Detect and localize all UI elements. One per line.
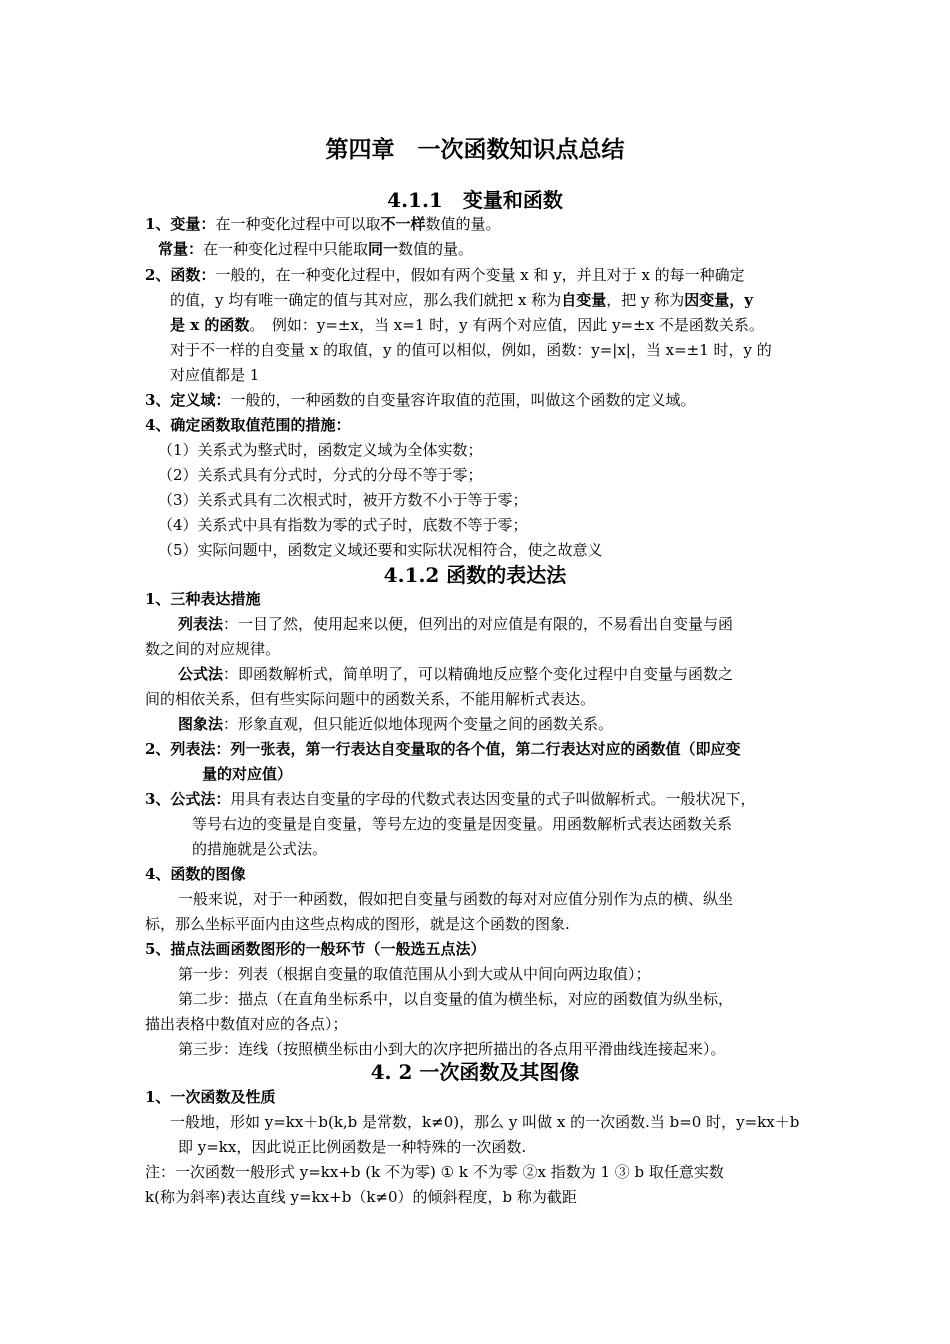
table-method-detail-line-1: 2、列表法：列一张表，第一行表达自变量取的各个值，第二行表达对应的函数值（即应变: [145, 740, 741, 758]
variable-definition: [145, 214, 500, 234]
function-definition-line-2: [170, 290, 753, 310]
text: ：即函数解析式，简单明了，可以精确地反应整个变化过程中自变量与函数之: [223, 665, 734, 683]
text: 数值的量。: [398, 240, 474, 258]
term-label: 2、函数：: [145, 266, 216, 284]
domain-method-item: （1）关系式为整式时，函数定义域为全体实数；: [158, 441, 483, 459]
term-label: 3、公式法：: [145, 790, 231, 808]
section-heading-4-1-1: 4.1.1 变量和函数: [387, 188, 563, 212]
section-heading-4-1-2: 4.1.2 函数的表达法: [383, 563, 567, 587]
function-definition-line-1: [145, 265, 745, 285]
text: ：形象直观，但只能近似地体现两个变量之间的函数关系。: [223, 715, 614, 733]
text: 一般的，一种函数的自变量容许取值的范围，叫做这个函数的定义域。: [230, 391, 696, 409]
domain-methods-heading: 4、确定函数取值范围的措施：: [145, 416, 351, 434]
plotting-steps-heading: 5、描点法画函数图形的一般环节（一般选五点法）: [145, 940, 486, 958]
text: 。 例如：y=±x，当 x=1 时，y 有两个对应值，因此 y=±x 不是函数关系。: [249, 316, 764, 334]
domain-method-item: （2）关系式具有分式时，分式的分母不等于零；: [158, 466, 483, 484]
formula-method-line-1: [178, 664, 733, 684]
plotting-step-3: 第三步：连线（按照横坐标由小到大的次序把所描出的各点用平滑曲线连接起来）。: [178, 1040, 726, 1058]
term-label: 图象法: [178, 715, 224, 733]
section-heading-4-2: 4. 2 一次函数及其图像: [370, 1060, 580, 1084]
text: 数值的量。: [425, 215, 501, 233]
term-label: 列表法: [178, 615, 224, 633]
text: 用具有表达自变量的字母的代数式表达因变量的式子叫做解析式。一般状况下，: [230, 790, 756, 808]
plotting-step-2-line-1: 第二步：描点（在直角坐标系中，以自变量的值为横坐标，对应的函数值为纵坐标，: [178, 990, 734, 1008]
formula-method-detail-line-2: 等号右边的变量是自变量，等号左边的变量是因变量。用函数解析式表达函数关系: [192, 815, 733, 833]
function-definition-line-4: 对于不一样的自变量 x 的取值，y 的值可以相似，例如，函数：y=|x|，当 x=±1 时，y 的: [170, 341, 772, 359]
text: 的值，y 均有唯一确定的值与其对应，那么我们就把 x 称为: [170, 291, 562, 309]
plotting-step-2-line-2: 描出表格中数值对应的各点）；: [145, 1015, 348, 1033]
domain-method-item: （3）关系式具有二次根式时，被开方数不小于等于零；: [158, 491, 528, 509]
term-label: 3、定义域：: [145, 391, 231, 409]
text: ，把 y 称为: [606, 291, 685, 309]
domain-method-item: （4）关系式中具有指数为零的式子时，底数不等于零；: [158, 516, 528, 534]
text: ：一目了然，使用起来以便，但列出的对应值是有限的，不易看出自变量与函: [223, 615, 734, 633]
function-graph-line-1: 一般来说，对于一种函数，假如把自变量与函数的每对对应值分别作为点的横、纵坐: [178, 890, 734, 908]
emphasis: 因变量，y: [684, 291, 753, 309]
domain-method-item: （5）实际问题中，函数定义域还要和实际状况相符合，使之故意义: [158, 541, 603, 559]
emphasis: 同一: [368, 240, 399, 258]
domain-definition: [145, 390, 695, 410]
emphasis: 自变量: [561, 291, 607, 309]
linear-function-line-1: 一般地，形如 y=kx＋b(k,b 是常数，k≠0)，那么 y 叫做 x 的一次函数.当 b=0 时，y=kx＋b: [170, 1113, 800, 1131]
emphasis: 是 x 的函数: [170, 316, 250, 334]
formula-method-detail-line-3: 的措施就是公式法。: [192, 840, 328, 858]
term-label: 常量：: [158, 240, 204, 258]
function-graph-heading: 4、函数的图像: [145, 865, 246, 883]
function-definition-line-5: 对应值都是 1: [170, 366, 260, 384]
linear-function-heading: 1、一次函数及性质: [145, 1088, 276, 1106]
plotting-step-1: 第一步：列表（根据自变量的取值范围从小到大或从中间向两边取值）；: [178, 965, 651, 983]
graph-method: [178, 714, 613, 734]
linear-function-line-2: 即 y=kx，因此说正比例函数是一种特殊的一次函数.: [178, 1138, 527, 1156]
formula-method-detail-line-1: [145, 789, 755, 809]
constant-definition: [158, 239, 473, 259]
table-method-line-1: [178, 614, 733, 634]
text: 在一种变化过程中可以取: [215, 215, 381, 233]
slope-intercept-note: k(称为斜率)表达直线 y=kx+b（k≠0）的倾斜程度，b 称为截距: [145, 1188, 577, 1206]
linear-function-note: 注：一次函数一般形式 y=kx+b (k 不为零) ① k 不为零 ②x 指数为 1 ③ b 取任意实数: [145, 1163, 724, 1181]
emphasis: 不一样: [380, 215, 426, 233]
text: 一般的，在一种变化过程中，假如有两个变量 x 和 y，并且对于 x 的每一种确定: [215, 266, 745, 284]
three-methods-heading: 1、三种表达措施: [145, 590, 261, 608]
table-method-detail-line-2: 量的对应值）: [202, 765, 293, 783]
text: 在一种变化过程中只能取: [203, 240, 369, 258]
term-label: 公式法: [178, 665, 224, 683]
document-title: 第四章 一次函数知识点总结: [325, 136, 625, 163]
function-definition-line-3: [170, 315, 764, 335]
table-method-line-2: 数之间的对应规律。: [145, 640, 281, 658]
term-label: 1、变量：: [145, 215, 216, 233]
function-graph-line-2: 标，那么坐标平面内由这些点构成的图形，就是这个函数的图象.: [145, 915, 570, 933]
formula-method-line-2: 间的相依关系，但有些实际问题中的函数关系，不能用解析式表达。: [145, 690, 596, 708]
